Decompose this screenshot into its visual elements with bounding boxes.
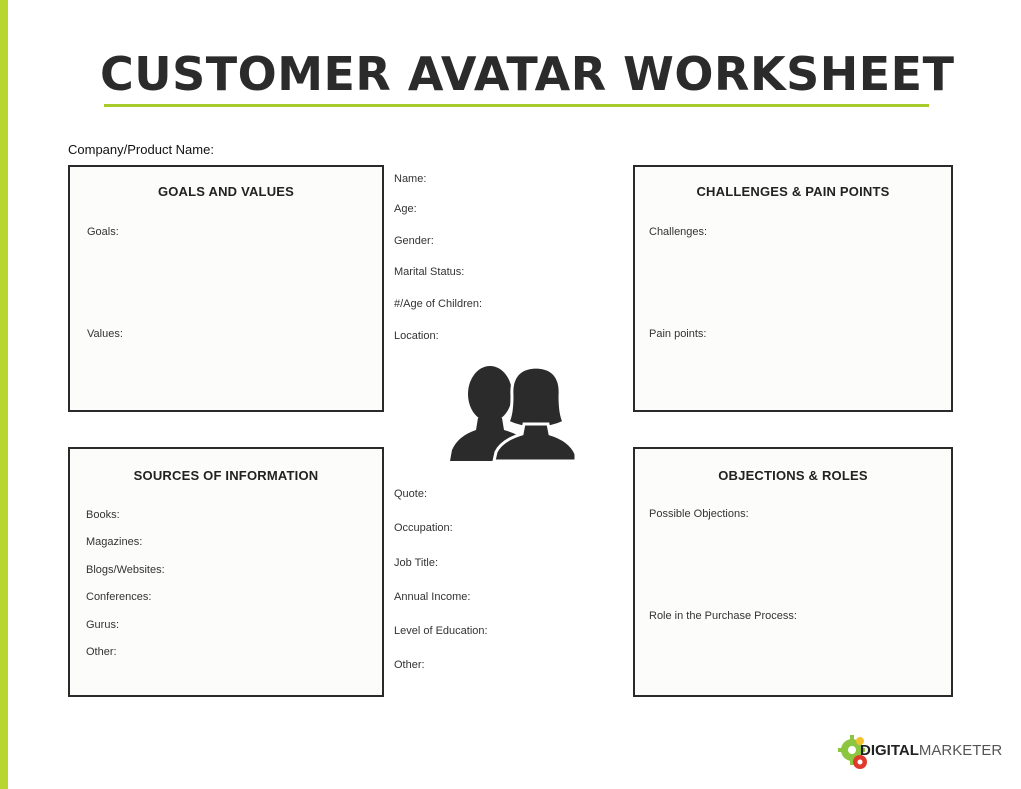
other-sources-label: Other: (86, 646, 117, 658)
magazines-label: Magazines: (86, 536, 143, 548)
sources-title: SOURCES OF INFORMATION (133, 468, 319, 483)
books-label: Books: (86, 509, 120, 521)
people-icon (448, 364, 578, 462)
title-underline (104, 104, 929, 107)
page-title: CUSTOMER AVATAR WORKSHEET (100, 47, 955, 101)
accent-side-bar (0, 0, 8, 789)
conferences-label: Conferences: (86, 591, 152, 603)
values-label: Values: (87, 328, 123, 340)
logo-text-marketer: MARKETER (918, 742, 1003, 759)
challenges-title: CHALLENGES & PAIN POINTS (696, 184, 890, 199)
job-title-label: Job Title: (394, 557, 439, 569)
goals-label: Goals: (87, 226, 119, 238)
role-purchase-label: Role in the Purchase Process: (649, 610, 797, 622)
sources-of-information-box (68, 447, 384, 697)
challenges-label: Challenges: (649, 226, 708, 238)
annual-income-label: Annual Income: (394, 591, 471, 603)
goals-values-title: GOALS AND VALUES (157, 184, 295, 199)
name-label: Name: (394, 173, 427, 185)
challenges-pain-points-box (633, 165, 953, 412)
age-label: Age: (394, 203, 417, 215)
digitalmarketer-logo (838, 730, 1008, 774)
marital-status-label: Marital Status: (394, 266, 465, 278)
pain-points-label: Pain points: (649, 328, 707, 340)
goals-values-box (68, 165, 384, 412)
education-label: Level of Education: (394, 625, 488, 637)
blogs-websites-label: Blogs/Websites: (86, 564, 165, 576)
objections-title: OBJECTIONS & ROLES (718, 468, 868, 483)
gurus-label: Gurus: (86, 619, 120, 631)
quote-label: Quote: (394, 488, 428, 500)
location-label: Location: (394, 330, 439, 342)
company-product-label: Company/Product Name: (68, 142, 214, 157)
possible-objections-label: Possible Objections: (649, 508, 749, 520)
gender-label: Gender: (394, 235, 434, 247)
other-career-label: Other: (394, 659, 425, 671)
logo-text-digital: DIGITAL (860, 742, 919, 759)
objections-roles-box (633, 447, 953, 697)
occupation-label: Occupation: (394, 522, 453, 534)
children-label: #/Age of Children: (394, 298, 483, 310)
